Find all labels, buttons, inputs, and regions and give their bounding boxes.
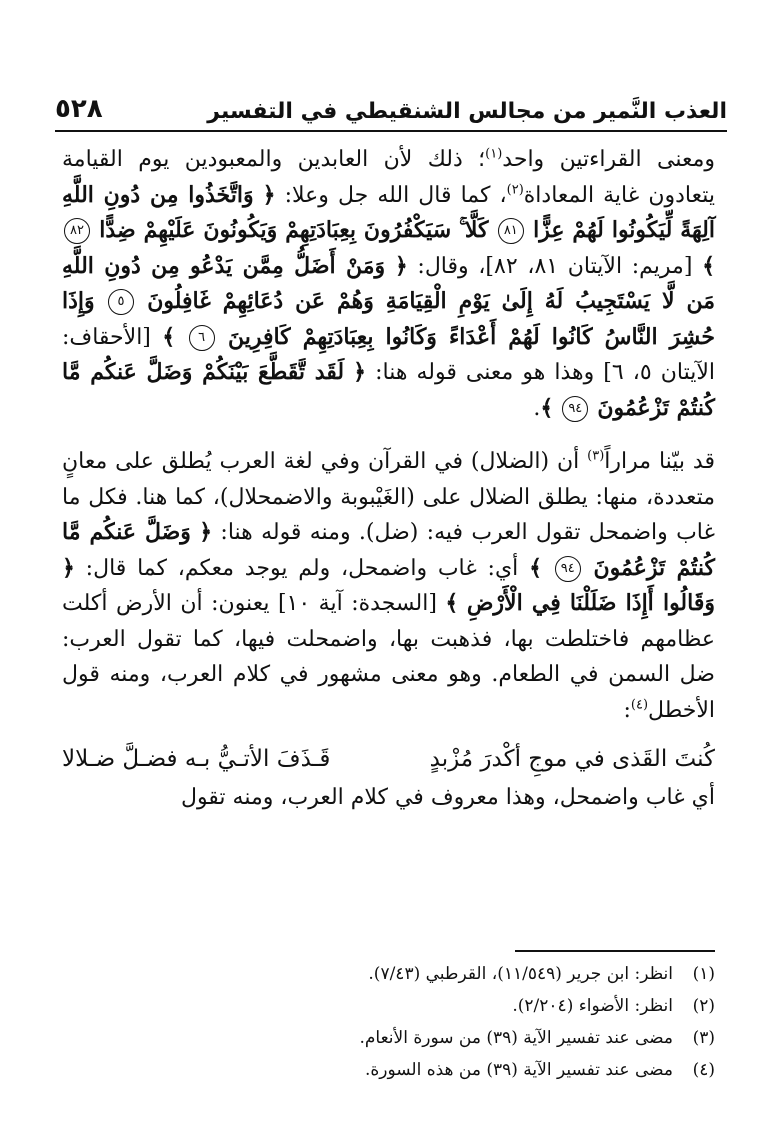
footnotes [62,950,715,1086]
footnote-item [62,1022,715,1054]
footnote-divider [515,950,715,952]
quran-bracket-close: ﴾ [445,590,459,616]
footnote-item [62,958,715,990]
quran-bracket-open: ﴿ [262,181,276,208]
paragraph-1 [62,142,715,426]
footnote-number: (٤) [692,1060,715,1080]
quran-verse: وَإِذَا حُشِرَ النَّاسُ كَانُوا لَهُمْ أَعْدَاءً وَكَانُوا بِعِبَادَتِهِمْ كَافِرِينَ [62,288,716,350]
text-run: : [623,697,631,723]
quran-verse: وَاتَّخَذُوا مِن دُونِ اللَّهِ آلِهَةً لِّيَكُونُوا لَهُمْ عِزًّا [62,181,715,243]
ayah-number-mark: ٥ [108,289,134,315]
page-number: ٥٢٨ [55,94,103,124]
text-run: ، كما قال الله جل وعلا: [275,182,507,208]
footnote-item [62,1054,715,1086]
text-run: ؛ ذلك لأن العابدين والمعبودين يوم القيامة يتعادون غاية المعاداة [62,147,715,208]
ayah-number-mark: ٨٢ [64,218,90,244]
footnote-ref-3: (٣) [587,448,605,464]
quran-bracket-open: ﴿ [394,252,408,279]
poem-verse [62,742,715,778]
footnote-ref-4: (٤) [630,697,649,713]
text-run: أن (الضلال) في القرآن وفي لغة العرب يُطلق على معانٍ متعددة، منها: يطلق الضلال على (الغَيْبوبة والاضمحلال)، كما هنا. فكل ما غاب واضمحل تقول العرب فيه: (ضل). ومنه قوله هنا: [62,449,715,545]
ayah-number-mark: ٦ [189,325,215,351]
quran-verse: وَقَالُوا أَإِذَا ضَلَلْنَا فِي الْأَرْضِ [466,590,715,616]
footnote-text: انظر: الأضواء (٢/٢٠٤). [512,996,673,1016]
quran-verse: وَضَلَّ عَنكُم مَّا كُنتُمْ تَزْعُمُونَ [62,519,715,581]
footnote-text: مضى عند تفسير الآية (٣٩) من سورة الأنعام. [359,1028,673,1048]
text-run: ومعنى القراءتين واحد [502,147,715,172]
quran-bracket-open: ﴿ [62,554,75,581]
main-text [62,142,715,815]
quran-bracket-open: ﴿ [353,359,367,385]
quran-bracket-close: ﴾ [702,252,716,279]
quran-bracket-close: ﴾ [540,394,554,421]
footnote-ref-1: (١) [485,146,503,162]
footnote-number: (٣) [692,1028,715,1048]
quran-verse: لَقَد تَّقَطَّعَ بَيْنَكُمْ وَضَلَّ عَنكُم مَّا كُنتُمْ تَزْعُمُونَ [62,359,715,421]
verse-reference: [مريم: الآيتان ٨١، ٨٢]، وقال: [407,253,703,279]
text-run: أي: غاب واضمحل، ولم يوجد معكم، كما قال: [74,555,530,581]
poem-hemistich-first: كُنتَ القَذى في موجِ أكْدرَ مُزْبدٍ [429,746,715,772]
ayah-number-mark: ٩٤ [555,556,581,582]
paragraph-3: أي غاب واضمحل، وهذا معروف في كلام العرب، ومنه تقول [180,784,715,810]
ayah-number-mark: ٨١ [498,218,524,244]
ayah-number-mark: ٩٤ [562,396,588,422]
footnote-number: (١) [692,964,715,984]
quran-bracket-open: ﴿ [199,519,213,545]
quran-bracket-close: ﴾ [162,323,176,350]
quran-bracket-close: ﴾ [529,554,542,581]
footnote-text: مضى عند تفسير الآية (٣٩) من هذه السورة. [364,1060,673,1080]
running-title: العذب النَّمير من مجالس الشنقيطي في التفسير [207,99,727,124]
text-run: قد بيّنا مراراً [604,449,716,474]
page-header [55,84,727,132]
quran-verse: وَمَنْ أَضَلُّ مِمَّن يَدْعُو مِن دُونِ اللَّهِ مَن لَّا يَسْتَجِيبُ لَهُ إِلَىٰ يَوْمِ الْقِيَامَةِ وَهُمْ عَن دُعَائِهِمْ غَافِلُونَ [62,252,715,314]
footnote-item [62,990,715,1022]
verse-reference: [الأحقاف: الآيتان ٥، ٦] وهذا هو معنى قوله هنا: [62,324,715,385]
quran-verse: كَلَّا ۚ سَيَكْفُرُونَ بِعِبَادَتِهِمْ وَيَكُونُونَ عَلَيْهِمْ ضِدًّا [99,217,489,243]
footnote-number: (٢) [692,996,715,1016]
footnote-text: انظر: ابن جرير (١١/٥٤٩)، القرطبي (٧/٤٣). [368,964,673,984]
text-run: [السجدة: آية ١٠] يعنون: أن الأرض أكلت عظامهم فاختلطت بها، فذهبت بها، واضمحلت فيها، كما تقول العرب: ضل السمن في الطعام. وهو معنى مشهور في كلام العرب، ومنه قول الأخطل [62,591,715,723]
paragraph-2 [62,444,715,728]
poem-hemistich-second: قَـذَفَ الأتـيُّ بـه فضـلَّ ضـلالا [62,746,331,772]
footnote-ref-2: (٢) [506,182,524,198]
text-run: . [533,395,541,421]
